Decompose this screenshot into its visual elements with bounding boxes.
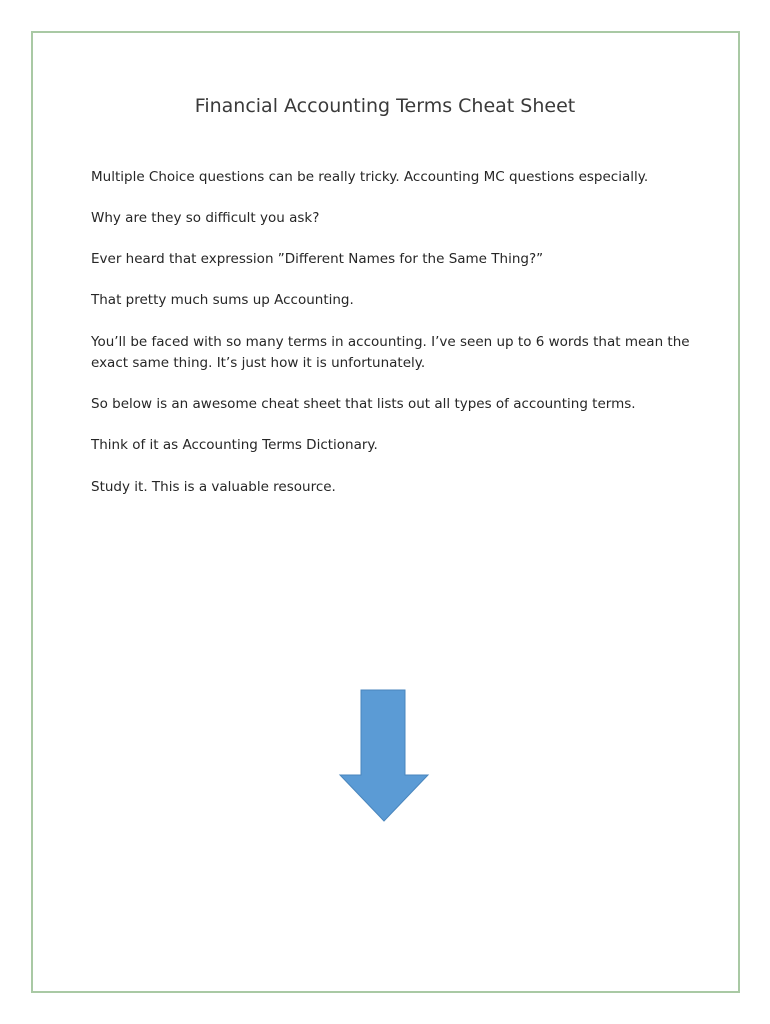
paragraph-summary: That pretty much sums up Accounting. bbox=[91, 292, 354, 308]
paragraph-intro: Multiple Choice questions can be really tricky. Accounting MC questions especially. bbox=[91, 169, 649, 185]
paragraph-expression: Ever heard that expression ”Different Names for the Same Thing?” bbox=[91, 251, 544, 267]
arrow-down-icon bbox=[338, 689, 430, 823]
paragraph-dictionary: Think of it as Accounting Terms Dictionary. bbox=[91, 437, 378, 453]
paragraph-study: Study it. This is a valuable resource. bbox=[91, 479, 336, 495]
document-title: Financial Accounting Terms Cheat Sheet bbox=[194, 95, 576, 117]
paragraph-terms: You’ll be faced with so many terms in accounting. I’ve seen up to 6 words that mean the exact same thing. It’s just how it is unfortunately. bbox=[91, 334, 690, 371]
paragraph-cheat-sheet: So below is an awesome cheat sheet that lists out all types of accounting terms. bbox=[91, 396, 636, 412]
paragraph-question: Why are they so difficult you ask? bbox=[91, 210, 320, 226]
